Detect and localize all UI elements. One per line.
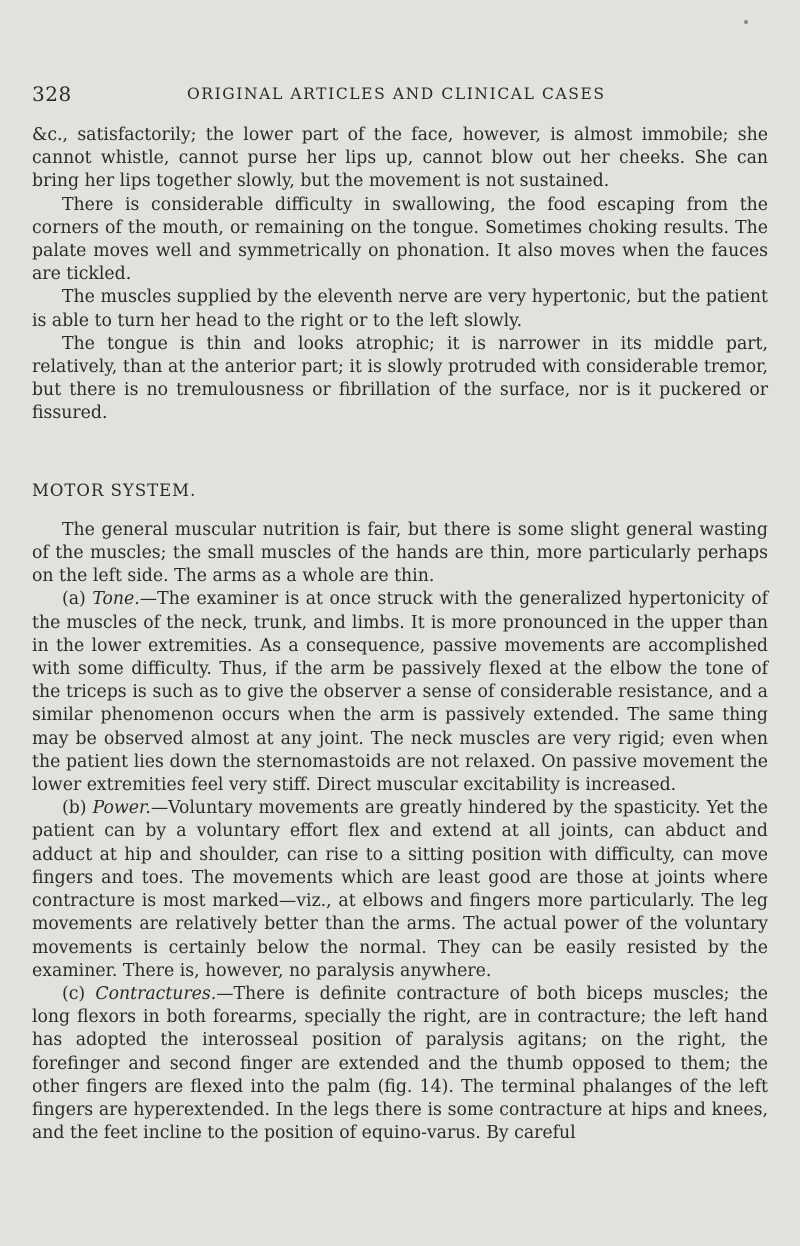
- tone-text: —The examiner is at once struck with the generalized hypertonicity of the muscles of the neck, trunk, and limbs. It is more pronounced in the upper than in the lower extremities. As a consequence, passive movements are accomplished with some difficulty. Thus, if the arm be passively flexed at the elbow the tone of the triceps is such as to give the observer a sense of considerable resistance, and a similar phenomenon occurs when the arm is passively extended. The same thing may be observed almost at any joint. The neck muscles are very rigid; even when the patient lies down the sternomastoids are not relaxed. On passive movement the lower extremities feel very stiff. Direct muscular excitability is increased.: [32, 589, 768, 796]
- tone-heading: Tone.: [92, 589, 140, 610]
- power-heading: Power.: [92, 798, 151, 819]
- paragraph-power: [32, 797, 768, 983]
- page-number: 328: [32, 82, 72, 106]
- paragraph-contractures: [32, 983, 768, 1145]
- contractures-label: (c): [62, 983, 86, 1004]
- running-title: ORIGINAL ARTICLES AND CLINICAL CASES: [187, 85, 606, 103]
- paragraph-eleventh-nerve: The muscles supplied by the eleventh nerve are very hypertonic, but the patient is able to turn her head to the right or to the left slowly.: [32, 287, 768, 331]
- power-label: (b): [62, 798, 87, 819]
- page-speck: [744, 20, 748, 24]
- paragraph-tone: [32, 588, 768, 797]
- tone-label: (a): [62, 589, 86, 610]
- contractures-heading: Contractures.: [95, 983, 217, 1004]
- page-header: [32, 82, 770, 110]
- contractures-text: —There is definite contracture of both biceps muscles; the long flexors in both forearms, specially the right, are in contracture; the left hand has adopted the interosseal position of paralysis agitans; on the right, the forefinger and second finger are extended and the thumb opposed to them; the other fingers are flexed into the palm (fig. 14). The terminal phalanges of the left fingers are hyperextended. In the legs there is some contracture at hips and knees, and the feet incline to the position of equino-varus. By careful: [32, 983, 768, 1144]
- power-text: —Voluntary movements are greatly hindered by the spasticity. Yet the patient can by a voluntary effort flex and extend at all joints, can abduct and adduct at hip and shoulder, can rise to a sitting position with difficulty, can move fingers and toes. The movements which are least good are those at joints where contracture is most marked—viz., at elbows and fingers more particularly. The leg movements are relatively better than the arms. The actual power of the voluntary movements is certainly below the normal. They can be easily resisted by the examiner. There is, however, no paralysis anywhere.: [32, 798, 768, 981]
- page-body: [32, 124, 768, 1145]
- paragraph-nutrition: The general muscular nutrition is fair, but there is some slight general wasting of the muscles; the small muscles of the hands are thin, more particularly perhaps on the left side. The arms as a whole are thin.: [32, 519, 768, 587]
- section-title: MOTOR SYSTEM.: [32, 480, 197, 500]
- paragraph-continued: &c., satisfactorily; the lower part of the face, however, is almost immobile; she cannot whistle, cannot purse her lips up, cannot blow out her cheeks. She can bring her lips together slowly, but the movement is not sustained.: [32, 125, 768, 192]
- paragraph-tongue: The tongue is thin and looks atrophic; it is narrower in its middle part, relatively, than at the anterior part; it is slowly protruded with considerable tremor, but there is no tremulousness or fibrillation of the surface, nor is it puckered or fissured.: [32, 333, 768, 424]
- paragraph-swallowing: There is considerable difficulty in swallowing, the food escaping from the corners of the mouth, or remaining on the tongue. Sometimes choking results. The palate moves well and symmetrically on phonation. It also moves when the fauces are tickled.: [32, 194, 768, 285]
